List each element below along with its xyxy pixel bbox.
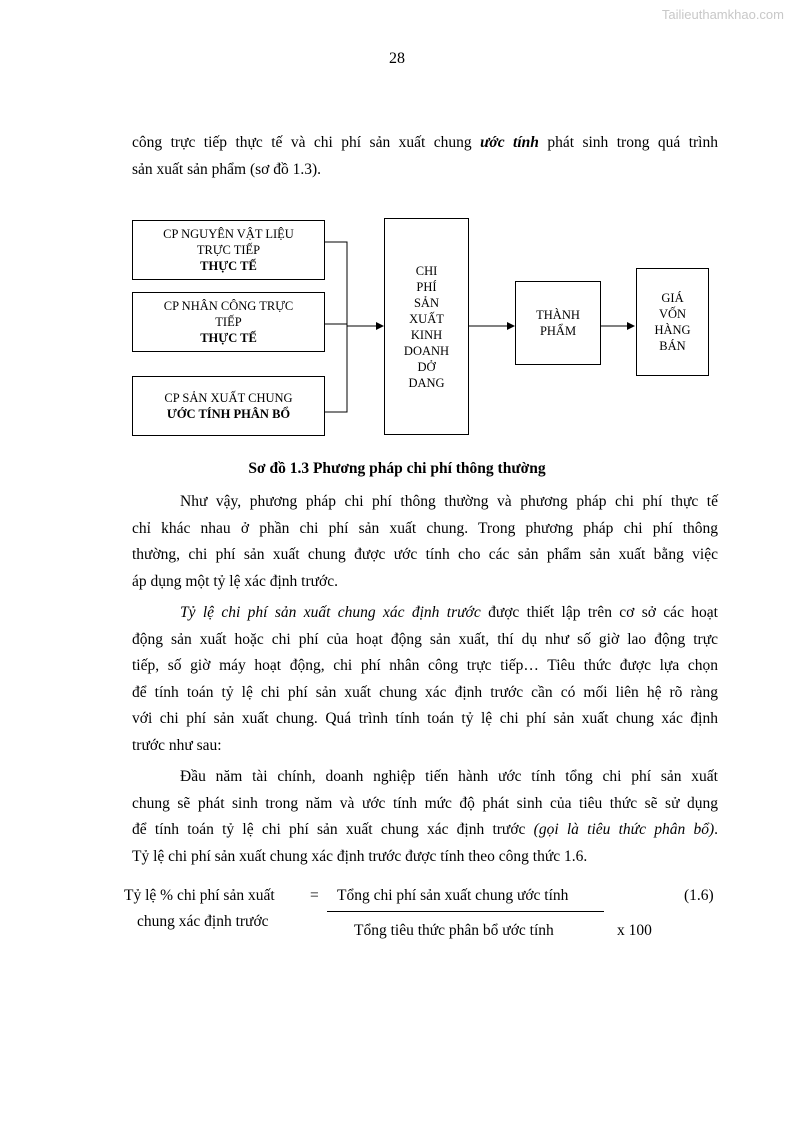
- paragraph-2: [132, 600, 718, 759]
- box-nvl-line-2-normal: TRỰC TIẾP: [196, 243, 261, 257]
- box-gv-line: VỐN: [658, 307, 687, 321]
- paragraph-1-line: chỉ khác nhau ở phần chi phí sản xuất chung. Trong phương pháp chi phí thông: [132, 519, 718, 537]
- box-direct-material: [132, 220, 325, 280]
- box-work-in-progress: [384, 218, 469, 435]
- formula-denominator: Tổng tiêu thức phân bổ ước tính: [354, 922, 554, 939]
- box-wip-line: DỞ: [417, 359, 436, 374]
- formula-multiplier: x 100: [617, 922, 652, 939]
- paragraph-3-italic-note: (gọi là tiêu thức phân bổ): [533, 821, 715, 838]
- paragraph-2-line: động sản xuất hoặc chi phí của hoạt động sản xuất, thí dụ như số giờ lao động trực: [132, 630, 718, 648]
- box-nc-line-2-normal: TIẾP: [215, 315, 242, 329]
- box-nvl-line-1: CP NGUYÊN VẬT LIỆU: [163, 227, 294, 241]
- paragraph-1-line: thường, chi phí sản xuất chung được ước tính cho các sản phẩm sản xuất bằng việc: [132, 546, 718, 563]
- paragraph-2-line: tiếp, số giờ máy hoạt động, chi phí nhân công trực tiếp… Tiêu thức được lựa chọn: [132, 657, 718, 674]
- box-nc-line-2-bold: THỰC TẾ: [200, 331, 257, 345]
- diagram-caption: Sơ đồ 1.3 Phương pháp chi phí thông thường: [248, 460, 546, 477]
- box-tp-line: PHẨM: [539, 324, 577, 338]
- paragraph-2-line: để tính toán tỷ lệ chi phí sản xuất chung xác định trước cần có mối liên hệ rõ ràng: [132, 683, 718, 701]
- box-sxc-line-1: CP SẢN XUẤT CHUNG: [164, 391, 293, 405]
- box-gv-line: HÀNG: [654, 323, 691, 337]
- box-nc-line-2: [200, 314, 257, 346]
- box-wip-line: PHÍ: [416, 279, 437, 294]
- box-wip-line: DOANH: [403, 343, 450, 358]
- intro-line-1-suffix: phát sinh trong quá trình: [538, 134, 718, 151]
- box-wip-line: CHI: [415, 263, 438, 278]
- paragraph-2-line-1-rest: được thiết lập trên cơ sở các hoạt: [480, 604, 718, 621]
- formula-number: (1.6): [684, 887, 714, 904]
- paragraph-3-line: Đầu năm tài chính, doanh nghiệp tiến hành ước tính tổng chi phí sản xuất: [180, 768, 718, 785]
- box-overhead: [132, 376, 325, 436]
- paragraph-3-line-3: [132, 817, 718, 844]
- box-cost-of-goods-sold: [636, 268, 709, 376]
- box-wip-line: DANG: [408, 375, 445, 390]
- formula-equals: =: [310, 887, 319, 904]
- intro-line-2: sản xuất sản phẩm (sơ đồ 1.3).: [132, 160, 321, 178]
- formula-numerator: Tổng chi phí sản xuất chung ước tính: [337, 887, 569, 904]
- paragraph-3-line-3-suffix: .: [714, 821, 718, 838]
- paragraph-3-line: chung sẽ phát sinh trong năm và ước tính mức độ phát sinh của tiêu thức sẽ sử dụng: [132, 794, 718, 812]
- paragraph-1: [132, 489, 718, 595]
- box-finished-goods: [515, 281, 601, 365]
- paragraph-3-line-3-prefix: để tính toán tỷ lệ chi phí sản xuất chung xác định trước: [132, 821, 534, 838]
- fraction-bar: [327, 911, 604, 912]
- intro-line-1-prefix: công trực tiếp thực tế và chi phí sản xuất chung: [132, 134, 481, 151]
- box-wip-line: KINH: [410, 327, 443, 342]
- box-tp-line: THÀNH: [536, 308, 580, 322]
- box-gv-line: GIÁ: [661, 291, 684, 305]
- paragraph-1-line: áp dụng một tỷ lệ xác định trước.: [132, 572, 338, 590]
- box-wip-line: SẢN: [413, 295, 439, 310]
- box-wip-line: XUẤT: [409, 311, 444, 326]
- paragraph-2-line-1: [132, 600, 718, 627]
- paragraph-2-line: trước như sau:: [132, 736, 222, 754]
- intro-emphasis: ước tính: [480, 134, 539, 151]
- box-direct-labor: [132, 292, 325, 352]
- paragraph-2-italic-term: Tỷ lệ chi phí sản xuất chung xác định trước: [180, 604, 481, 621]
- box-nvl-line-2-bold: THỰC TẾ: [200, 259, 257, 273]
- box-nc-line-1: CP NHÂN CÔNG TRỰC: [163, 299, 294, 313]
- formula-lhs-line-2: chung xác định trước: [137, 913, 269, 930]
- box-gv-line: BÁN: [659, 339, 686, 353]
- box-sxc-line-2-bold: ƯỚC TÍNH PHÂN BỔ: [166, 407, 291, 421]
- paragraph-2-line: với chi phí sản xuất chung. Quá trình tính toán tỷ lệ chi phí sản xuất chung xác định: [132, 710, 718, 727]
- page-number: 28: [389, 50, 405, 67]
- box-sxc-line-2: [167, 406, 290, 422]
- bracket-line: [324, 242, 347, 412]
- formula-lhs-line-1: Tỷ lệ % chi phí sản xuất: [124, 887, 275, 904]
- watermark: Tailieuthamkhao.com: [661, 7, 784, 22]
- paragraph-3-line: Tỷ lệ chi phí sản xuất chung xác định trước được tính theo công thức 1.6.: [132, 847, 588, 865]
- box-nvl-line-2: [197, 242, 260, 274]
- paragraph-1-line: Như vậy, phương pháp chi phí thông thường và phương pháp chi phí thực tế: [180, 493, 718, 510]
- paragraph-3: [132, 764, 718, 870]
